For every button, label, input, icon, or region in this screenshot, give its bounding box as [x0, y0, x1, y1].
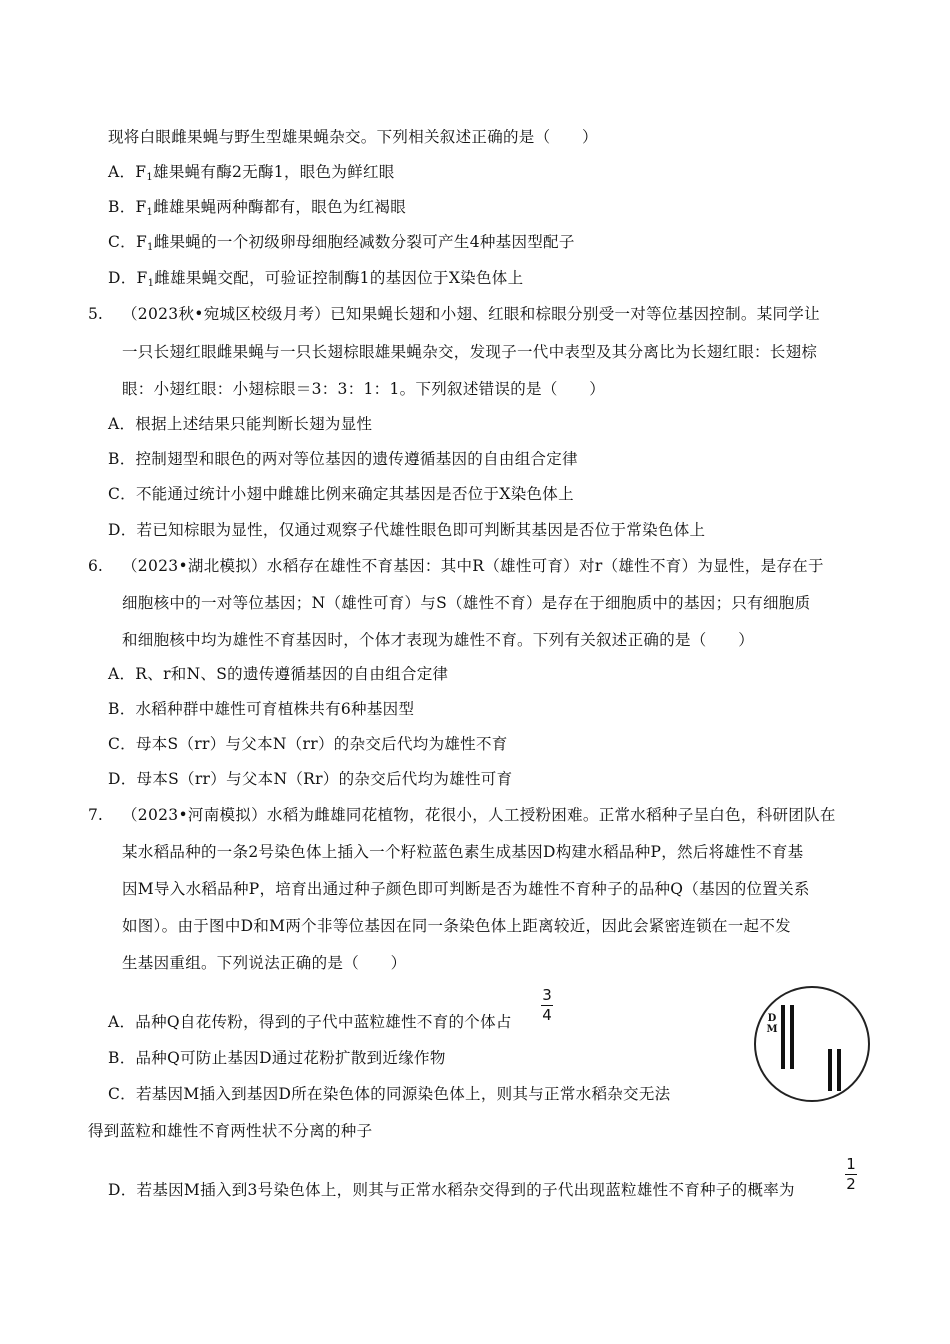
- question-stem-continuation: 现将白眼雌果蝇与野生型雄果蝇杂交。下列相关叙述正确的是（ ）: [108, 128, 598, 146]
- fraction-denominator: 4: [542, 1006, 552, 1024]
- fraction-three-quarters: [541, 987, 553, 1024]
- q5-option-d[interactable]: D．若已知棕眼为显性，仅通过观察子代雄性眼色即可判断其基因是否位于常染色体上: [108, 521, 706, 539]
- chromosome-2-homolog: [790, 1005, 794, 1069]
- option-label: B．F: [108, 198, 147, 216]
- question-number: 6.: [88, 557, 103, 575]
- q7-option-b[interactable]: B．品种Q可防止基因D通过花粉扩散到近缘作物: [108, 1049, 446, 1067]
- chromosome-diagram: [753, 985, 871, 1103]
- q6-option-c[interactable]: C．母本S（rr）与父本N（rr）的杂交后代均为雄性不育: [108, 735, 508, 753]
- q7-stem-line: 因M导入水稻品种P，培育出通过种子颜色即可判断是否为雄性不育种子的品种Q（基因的位置关系: [122, 880, 810, 898]
- fraction-denominator: 2: [846, 1175, 856, 1193]
- q6-stem-line: 细胞核中的一对等位基因；N（雄性可育）与S（雄性不育）是存在于细胞质中的基因；只有细胞质: [122, 594, 811, 612]
- option-text: 雄果蝇有酶2无酶1，眼色为鲜红眼: [153, 163, 395, 181]
- fraction-numerator: 1: [846, 1155, 856, 1173]
- q4-option-a[interactable]: [108, 161, 395, 183]
- option-text: 雌果蝇的一个初级卵母细胞经减数分裂可产生4种基因型配子: [153, 233, 575, 251]
- option-label: A．F: [108, 163, 147, 181]
- subscript: 1: [146, 207, 154, 218]
- fraction-numerator: 3: [542, 986, 552, 1004]
- q6-stem-line: （2023•湖北模拟）水稻存在雄性不育基因：其中R（雄性可育）对r（雄性不育）为显性，是存在于: [122, 557, 824, 575]
- q7-option-d[interactable]: D．若基因M插入到3号染色体上，则其与正常水稻杂交得到的子代出现蓝粒雄性不育种子的概率为: [108, 1181, 795, 1199]
- gene-label-d: D: [767, 1013, 777, 1024]
- q5-stem-line: 眼：小翅红眼：小翅棕眼＝3：3：1：1。下列叙述错误的是（ ）: [122, 380, 606, 398]
- q5-option-b[interactable]: B．控制翅型和眼色的两对等位基因的遗传遵循基因的自由组合定律: [108, 450, 578, 468]
- q4-option-b[interactable]: [108, 196, 406, 218]
- q7-stem-line: （2023•河南模拟）水稻为雌雄同花植物，花很小，人工授粉困难。正常水稻种子呈白色，科研团队在: [122, 806, 836, 824]
- subscript: 1: [147, 278, 155, 289]
- q7-stem-line: 某水稻品种的一条2号染色体上插入一个籽粒蓝色素生成基因D构建水稻品种P，然后将雄性不育基: [122, 843, 804, 861]
- q6-stem-line: 和细胞核中均为雄性不育基因时，个体才表现为雄性不育。下列有关叙述正确的是（ ）: [122, 631, 755, 649]
- q5-option-a[interactable]: A．根据上述结果只能判断长翅为显性: [108, 415, 373, 433]
- q6-option-b[interactable]: B．水稻种群中雄性可育植株共有6种基因型: [108, 700, 415, 718]
- q4-option-d[interactable]: [108, 267, 523, 289]
- option-label: C．F: [108, 233, 148, 251]
- question-number: 7.: [88, 806, 103, 824]
- gene-label-m: M: [766, 1024, 778, 1035]
- q7-stem-line: 生基因重组。下列说法正确的是（ ）: [122, 954, 407, 972]
- chromosome-2-with-d-m: [781, 1005, 785, 1069]
- q5-stem-line: （2023秋•宛城区校级月考）已知果蝇长翅和小翅、红眼和棕眼分别受一对等位基因控制。某同学让: [122, 305, 820, 323]
- q7-stem-line: 如图）。由于图中D和M两个非等位基因在同一条染色体上距离较近，因此会紧密连锁在一起不发: [122, 917, 791, 935]
- chromosome-3: [828, 1049, 832, 1091]
- question-number: 5.: [88, 305, 103, 323]
- q7-option-c-continuation: 得到蓝粒和雄性不育两性状不分离的种子: [88, 1122, 373, 1140]
- q7-option-c[interactable]: C．若基因M插入到基因D所在染色体的同源染色体上，则其与正常水稻杂交无法: [108, 1085, 671, 1103]
- option-text: 雌雄果蝇交配，可验证控制酶1的基因位于X染色体上: [154, 269, 524, 287]
- q5-option-c[interactable]: C．不能通过统计小翅中雌雄比例来确定其基因是否位于X染色体上: [108, 485, 574, 503]
- chromosome-3-homolog: [837, 1049, 841, 1091]
- cell-outline: [755, 987, 869, 1101]
- q6-option-a[interactable]: A．R、r和N、S的遗传遵循基因的自由组合定律: [108, 665, 449, 683]
- fraction-one-half: [845, 1156, 857, 1193]
- q5-stem-line: 一只长翅红眼雌果蝇与一只长翅棕眼雄果蝇杂交，发现子一代中表型及其分离比为长翅红眼：长翅棕: [122, 343, 818, 361]
- subscript: 1: [147, 242, 154, 253]
- option-text: 雌雄果蝇两种酶都有，眼色为红褐眼: [153, 198, 407, 216]
- subscript: 1: [146, 172, 154, 183]
- q6-option-d[interactable]: D．母本S（rr）与父本N（Rr）的杂交后代均为雄性可育: [108, 770, 513, 788]
- q4-option-c[interactable]: [108, 231, 575, 253]
- q7-option-a[interactable]: A．品种Q自花传粉，得到的子代中蓝粒雄性不育的个体占: [108, 1013, 512, 1031]
- option-label: D．F: [108, 269, 148, 287]
